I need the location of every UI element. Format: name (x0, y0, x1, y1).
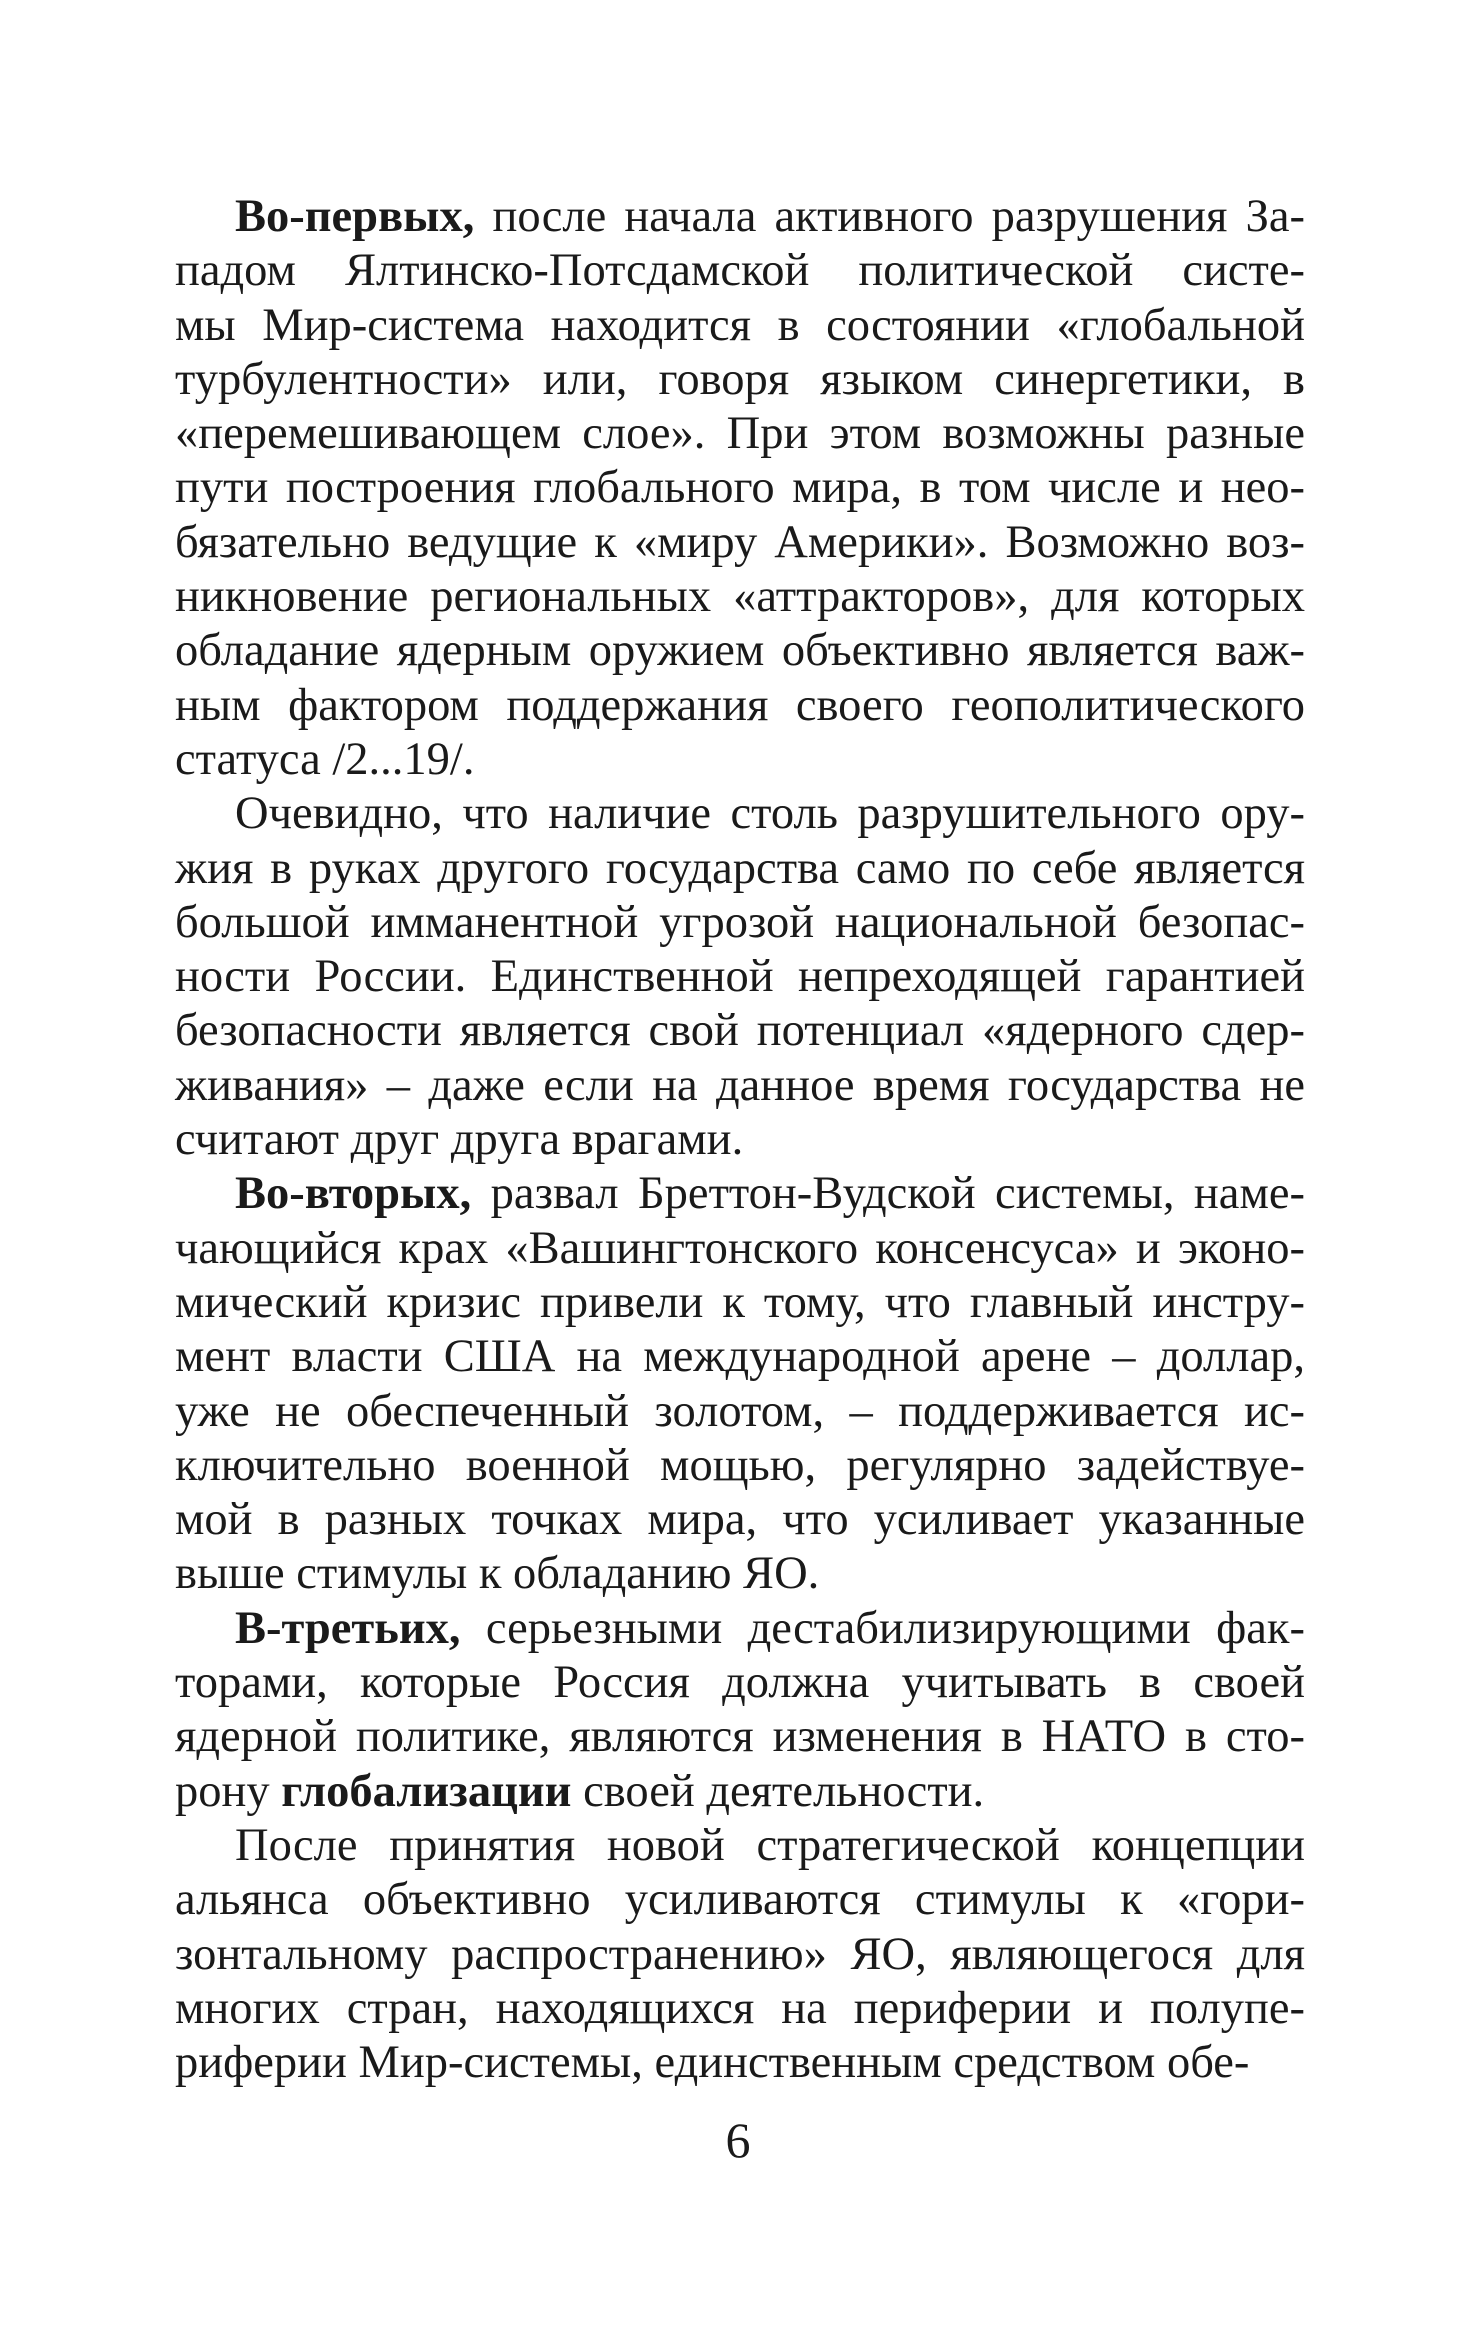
line-text: бязательно ведущие к «миру Америки». Возможно воз- (175, 516, 1305, 568)
line-text: мент власти США на международной арене – доллар, (175, 1331, 1305, 1383)
text-line (175, 1493, 1305, 1547)
line-text: большой имманентной угрозой национальной безопас- (175, 896, 1305, 948)
line-text: серьезными дестабилизирующими фак- (460, 1602, 1305, 1654)
line-text: развал Бреттон-Вудской системы, наме- (471, 1168, 1305, 1220)
text-line (175, 1819, 1305, 1873)
text-line (175, 1982, 1305, 2036)
text-line (175, 1385, 1305, 1439)
text-line (175, 787, 1305, 841)
text-line (175, 516, 1305, 570)
text-line (175, 1928, 1305, 1982)
line-text: никновение региональных «аттракторов», для которых (175, 571, 1305, 623)
paragraph (175, 1602, 1305, 1819)
text-line (175, 842, 1305, 896)
line-text: ным фактором поддержания своего геополитического (175, 679, 1305, 731)
line-text: ядерной политике, являются изменения в НАТО в сто- (175, 1711, 1305, 1763)
line-text: торами, которые Россия должна учитывать в своей (175, 1657, 1305, 1709)
text-line (175, 353, 1305, 407)
line-text: выше стимулы к обладанию ЯО. (175, 1548, 820, 1600)
line-text: после начала активного разрушения За- (474, 191, 1305, 242)
text-line (175, 1439, 1305, 1493)
line-text: падом Ялтинско-Потсдамской политической систе- (175, 245, 1305, 297)
text-line (175, 1276, 1305, 1330)
line-text: мы Мир-система находится в состоянии «глобальной (175, 299, 1305, 351)
text-line (175, 896, 1305, 950)
line-text: ключительно военной мощью, регулярно задействуе- (175, 1439, 1305, 1491)
paragraph (175, 787, 1305, 1167)
text-line (175, 1330, 1305, 1384)
text-line (175, 1167, 1305, 1221)
line-text: альянса объективно усиливаются стимулы к «гори- (175, 1874, 1305, 1926)
paragraph (175, 190, 1305, 787)
text-line (175, 1873, 1305, 1927)
line-text: чающийся крах «Вашингтонского консенсуса» и эконо- (175, 1222, 1305, 1274)
text-line (175, 461, 1305, 515)
bold-lead-word: В-третьих, (235, 1602, 461, 1654)
line-text: После принятия новой стратегической концепции (235, 1819, 1305, 1871)
text-line (175, 2036, 1305, 2090)
line-text: мой в разных точках мира, что усиливает указанные (175, 1494, 1305, 1546)
line-text: «перемешивающем слое». При этом возможны разные (175, 408, 1305, 460)
bold-term: глобализации (281, 1765, 572, 1817)
line-text: Очевидно, что наличие столь разрушительного ору- (235, 788, 1305, 840)
text-line (175, 1113, 1305, 1167)
bold-lead-word: Во-первых, (235, 191, 475, 242)
line-text: безопасности является свой потенциал «ядерного сдер- (175, 1005, 1305, 1057)
text-line (175, 407, 1305, 461)
line-text: статуса /2...19/. (175, 733, 475, 785)
line-text: рону (175, 1765, 282, 1817)
text-line (175, 1710, 1305, 1764)
body-text (175, 190, 1305, 2090)
text-line (175, 299, 1305, 353)
text-line (175, 1004, 1305, 1058)
line-text: обладание ядерным оружием объективно является важ- (175, 625, 1305, 677)
page-number: 6 (725, 2112, 751, 2168)
line-text: пути построения глобального мира, в том числе и нео- (175, 462, 1305, 514)
line-text: турбулентности» или, говоря языком синергетики, в (175, 353, 1305, 405)
text-line (175, 679, 1305, 733)
text-line (175, 950, 1305, 1004)
line-text: своей деятельности. (571, 1765, 985, 1817)
line-text: уже не обеспеченный золотом, – поддерживается ис- (175, 1385, 1305, 1437)
text-line (175, 733, 1305, 787)
text-line (175, 1765, 1305, 1819)
text-line (175, 244, 1305, 298)
paragraph (175, 1167, 1305, 1601)
line-text: считают друг друга врагами. (175, 1114, 744, 1166)
line-text: жия в руках другого государства само по себе является (175, 842, 1305, 894)
line-text: многих стран, находящихся на периферии и полупе- (175, 1982, 1305, 2034)
bold-lead-word: Во-вторых, (235, 1168, 472, 1220)
line-text: живания» – даже если на данное время государства не (175, 1059, 1305, 1111)
text-line (175, 190, 1305, 244)
text-line (175, 1222, 1305, 1276)
text-line (175, 570, 1305, 624)
text-line (175, 624, 1305, 678)
text-line (175, 1059, 1305, 1113)
text-line (175, 1602, 1305, 1656)
paragraph (175, 1819, 1305, 2090)
line-text: зонтальному распространению» ЯО, являющегося для (175, 1928, 1305, 1980)
text-line (175, 1547, 1305, 1601)
line-text: ности России. Единственной непреходящей гарантией (175, 951, 1305, 1003)
text-line (175, 1656, 1305, 1710)
line-text: риферии Мир-системы, единственным средством обе- (175, 2037, 1250, 2089)
line-text: мический кризис привели к тому, что главный инстру- (175, 1276, 1305, 1328)
